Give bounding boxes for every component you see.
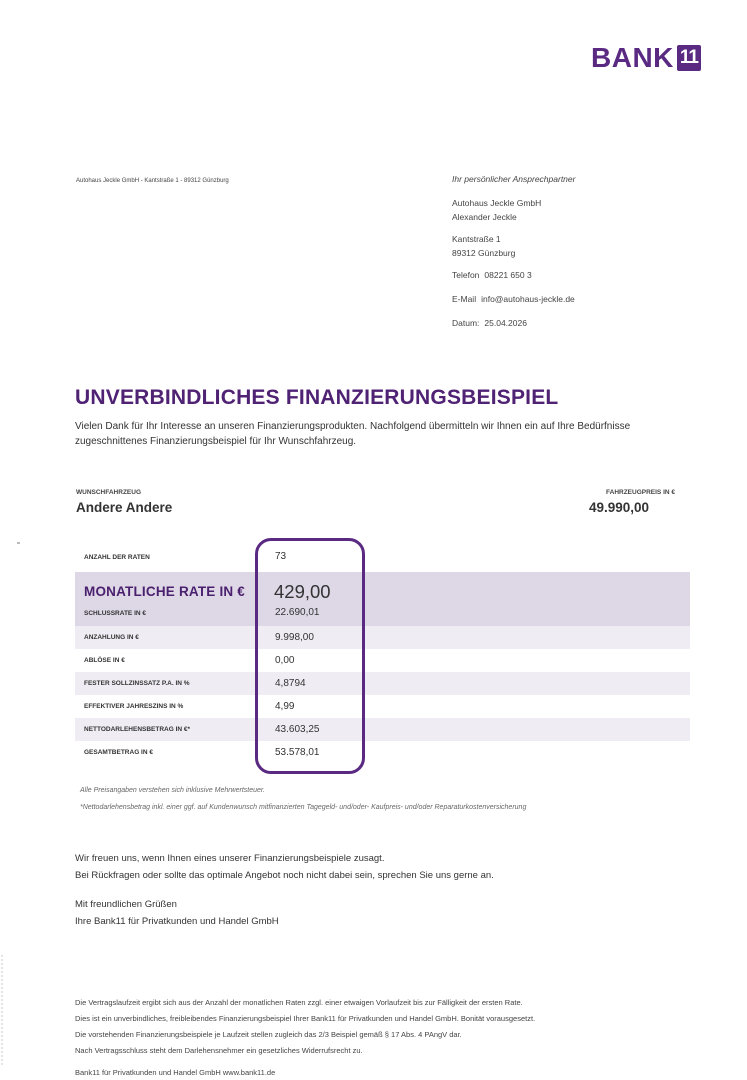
email-link[interactable]: info@autohaus-jeckle.de: [481, 294, 575, 304]
row-value: 43.603,25: [275, 724, 320, 735]
row-label: GESAMTBETRAG IN €: [84, 749, 153, 756]
vehicle-label: WUNSCHFAHRZEUG: [76, 489, 141, 496]
date-value: 25.04.2026: [484, 318, 527, 328]
final-rate-label: SCHLUSSRATE IN €: [84, 610, 146, 617]
legal-footer: [75, 995, 535, 1059]
footnote-net-loan: *Nettodarlehensbetrag inkl. einer ggf. auf Kundenwunsch mitfinanzierten Tagegeld- und/oder- Kaufpreis- und/oder Reparaturkostenversicherung: [80, 804, 527, 811]
table-row: [75, 718, 690, 741]
contact-email-row: [452, 292, 575, 306]
logo-number-box: 11: [677, 45, 701, 71]
financing-table: [75, 544, 690, 764]
greeting: Mit freundlichen Grüßen: [75, 899, 177, 910]
contact-phone-row: [452, 268, 575, 282]
closing-line-1: Wir freuen uns, wenn Ihnen eines unserer Finanzierungsbeispiele zusagt.: [75, 853, 385, 864]
row-label: ABLÖSE IN €: [84, 657, 125, 664]
final-rate-value: 22.690,01: [275, 607, 320, 618]
footer-company-line: Bank11 für Privatkunden und Handel GmbH www.bank11.de: [75, 1068, 276, 1077]
contact-city: 89312 Günzburg: [452, 248, 516, 258]
table-row: [75, 649, 690, 672]
row-value: 9.998,00: [275, 632, 314, 643]
vehicle-value: Andere Andere: [76, 500, 173, 515]
table-row-monthly-rate: [75, 572, 690, 626]
table-row: [75, 672, 690, 695]
contact-date-row: [452, 316, 575, 330]
greeting-block: [75, 896, 279, 930]
row-label: FESTER SOLLZINSSATZ P.A. IN %: [84, 680, 190, 687]
vehicle-price-value: 49.990,00: [589, 500, 650, 515]
footer-line: Die Vertragslaufzeit ergibt sich aus der Anzahl der monatlichen Raten zzgl. einer etwaigen Vorlaufzeit bis zur Fälligkeit der ersten Rate.: [75, 998, 523, 1007]
footer-line: Nach Vertragsschluss steht dem Darlehensnehmer ein gesetzliches Widerrufsrecht zu.: [75, 1046, 363, 1055]
contact-street: Kantstraße 1: [452, 234, 501, 244]
row-value: 53.578,01: [275, 747, 320, 758]
margin-print-mark: [0, 955, 5, 1065]
table-row: [75, 626, 690, 649]
row-value: 4,99: [275, 701, 295, 712]
contact-company: Autohaus Jeckle GmbH: [452, 198, 542, 208]
contact-block: [452, 174, 575, 330]
signature: Ihre Bank11 für Privatkunden und Handel GmbH: [75, 916, 279, 927]
sender-address-line: Autohaus Jeckle GmbH - Kantstraße 1 - 89312 Günzburg: [76, 178, 229, 184]
row-label: ANZAHLUNG IN €: [84, 634, 139, 641]
table-row-rates: [75, 544, 690, 572]
hand-drawn-highlight-frame: [255, 538, 365, 774]
closing-line-2: Bei Rückfragen oder sollte das optimale Angebot noch nicht dabei sein, sprechen Sie uns gerne an.: [75, 870, 494, 881]
rates-value: 73: [275, 551, 287, 562]
table-row: [75, 741, 690, 764]
page-title: UNVERBINDLICHES FINANZIERUNGSBEISPIEL: [75, 386, 559, 409]
footer-line: Die vorstehenden Finanzierungsbeispiele je Laufzeit stellen zugleich das 2/3 Beispiel gemäß § 17 Abs. 4 PAngV dar.: [75, 1030, 462, 1039]
bank11-logo: [591, 44, 701, 72]
rates-label: ANZAHL DER RATEN: [84, 554, 150, 561]
footer-line: Dies ist ein unverbindliches, freibleibendes Finanzierungsbeispiel Ihrer Bank11 für Privatkunden und Handel GmbH. Bonität vorausgesetzt.: [75, 1014, 536, 1023]
date-label: Datum:: [452, 318, 480, 328]
logo-text: BANK: [591, 42, 674, 73]
contact-heading: Ihr persönlicher Ansprechpartner: [452, 174, 576, 184]
row-value: 0,00: [275, 655, 295, 666]
email-label: E-Mail: [452, 294, 477, 304]
row-label: EFFEKTIVER JAHRESZINS IN %: [84, 703, 184, 710]
vehicle-price-label: FAHRZEUGPREIS IN €: [606, 489, 675, 496]
price-note: Alle Preisangaben verstehen sich inklusive Mehrwertsteuer.: [80, 787, 265, 794]
intro-text: Vielen Dank für Ihr Interesse an unseren Finanzierungsprodukten. Nachfolgend übermitteln wir Ihnen ein auf Ihre Bedürfnisse zugeschnittenes Finanzierungsbeispiel für Ihr Wunschfahrzeug.: [75, 421, 631, 447]
closing-text: [75, 850, 494, 884]
phone-label: Telefon: [452, 270, 480, 280]
contact-person: Alexander Jeckle: [452, 212, 517, 222]
scan-artifact: [17, 542, 20, 544]
row-value: 4,8794: [275, 678, 306, 689]
monthly-rate-value: 429,00: [274, 581, 331, 602]
table-row: [75, 695, 690, 718]
phone-value: 08221 650 3: [484, 270, 532, 280]
row-label: NETTODARLEHENSBETRAG IN €*: [84, 726, 191, 733]
monthly-rate-label: MONATLICHE RATE IN €: [84, 584, 245, 599]
